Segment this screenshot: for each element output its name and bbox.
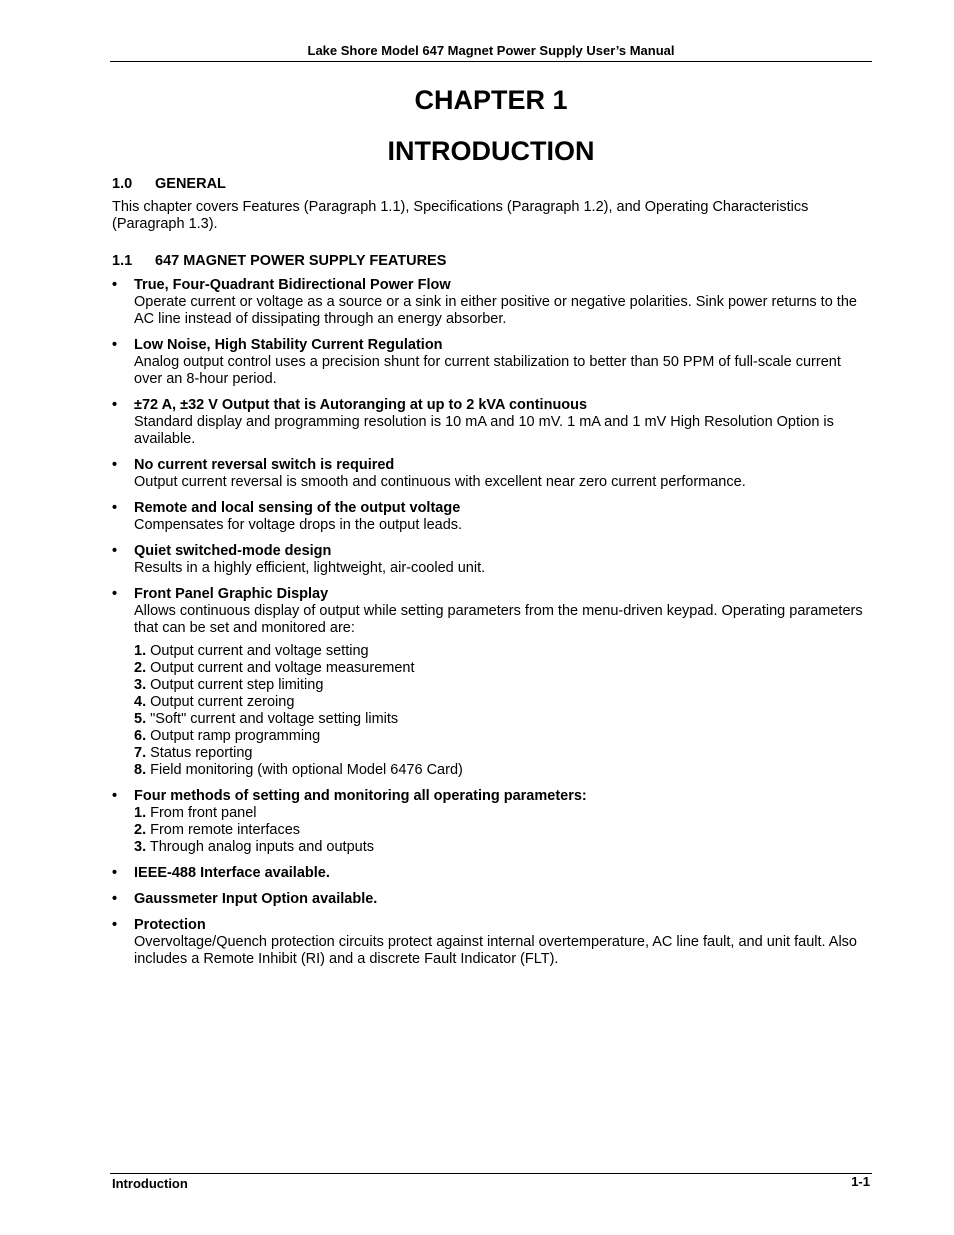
section-number: 1.0 [112, 176, 133, 192]
feature-description: Overvoltage/Quench protection circuits protect against internal overtemperature, AC line fault, and unit fault. Also includes a Remote Inhibit (RI) and a discrete Fault Indicator (FLT). [134, 934, 857, 967]
section-heading-general [112, 176, 872, 193]
list-number: 1. [134, 643, 147, 659]
bullet-icon: • [112, 277, 118, 293]
section-heading-features [112, 253, 872, 270]
section-title: 647 MAGNET POWER SUPPLY FEATURES [155, 253, 447, 269]
feature-description: Output current reversal is smooth and continuous with excellent near zero current performance. [134, 474, 746, 490]
list-text: "Soft" current and voltage setting limits [150, 711, 399, 727]
feature-item [112, 543, 872, 577]
feature-item [112, 457, 872, 491]
chapter-label: CHAPTER 1 [414, 85, 568, 115]
bullet-icon: • [112, 891, 118, 907]
feature-item [112, 586, 872, 779]
page-body [112, 176, 872, 977]
feature-item [112, 917, 872, 968]
section-title: GENERAL [155, 176, 226, 192]
feature-title: Low Noise, High Stability Current Regulation [134, 337, 443, 353]
list-number: 5. [134, 711, 147, 727]
list-number: 4. [134, 694, 147, 710]
list-text: Output current and voltage measurement [150, 660, 415, 676]
list-text: Output current step limiting [150, 677, 324, 693]
feature-item [112, 277, 872, 328]
numbered-list-item [134, 762, 872, 779]
bullet-icon: • [112, 397, 118, 413]
numbered-list-item [134, 805, 872, 822]
bullet-icon: • [112, 586, 118, 602]
feature-item [112, 337, 872, 388]
footer-section-name: Introduction [112, 1176, 188, 1191]
footer-divider [110, 1173, 872, 1174]
feature-item [112, 397, 872, 448]
feature-title: Four methods of setting and monitoring all operating parameters: [134, 788, 587, 804]
list-number: 8. [134, 762, 147, 778]
feature-item [112, 788, 872, 856]
list-text: From remote interfaces [150, 822, 301, 838]
feature-description: Results in a highly efficient, lightweight, air-cooled unit. [134, 560, 486, 576]
numbered-list-item [134, 839, 872, 856]
feature-item [112, 500, 872, 534]
bullet-icon: • [112, 865, 118, 881]
list-text: Field monitoring (with optional Model 6476 Card) [150, 762, 463, 778]
header-divider [110, 61, 872, 62]
numbered-list-item [134, 728, 872, 745]
list-text: Output current zeroing [150, 694, 295, 710]
list-text: Status reporting [150, 745, 253, 761]
list-text: Output current and voltage setting [150, 643, 369, 659]
feature-description: Standard display and programming resolution is 10 mA and 10 mV. 1 mA and 1 mV High Resolution Option is available. [134, 414, 834, 447]
list-text: From front panel [150, 805, 257, 821]
list-text: Output ramp programming [150, 728, 321, 744]
list-number: 6. [134, 728, 147, 744]
feature-title: Front Panel Graphic Display [134, 586, 329, 602]
feature-title: Remote and local sensing of the output voltage [134, 500, 461, 516]
bullet-icon: • [112, 788, 118, 804]
list-number: 2. [134, 660, 147, 676]
numbered-list [134, 805, 872, 856]
general-paragraph: This chapter covers Features (Paragraph 1.1), Specifications (Paragraph 1.2), and Operating Characteristics (Paragraph 1.3). [112, 199, 809, 232]
feature-title: Gaussmeter Input Option available. [134, 891, 378, 907]
section-number: 1.1 [112, 253, 133, 269]
list-number: 1. [134, 805, 147, 821]
numbered-list-item [134, 822, 872, 839]
feature-title: Protection [134, 917, 206, 933]
feature-item [112, 865, 872, 882]
feature-title: Quiet switched-mode design [134, 543, 332, 559]
chapter-title: INTRODUCTION [387, 136, 595, 166]
numbered-list-item [134, 745, 872, 762]
numbered-list [134, 643, 872, 779]
feature-title: True, Four-Quadrant Bidirectional Power Flow [134, 277, 451, 293]
feature-title: ±72 A, ±32 V Output that is Autoranging at up to 2 kVA continuous [134, 397, 588, 413]
bullet-icon: • [112, 337, 118, 353]
bullet-icon: • [112, 500, 118, 516]
feature-description: Allows continuous display of output while setting parameters from the menu-driven keypad. Operating parameters that can be set and monitored are: [134, 603, 863, 636]
bullet-icon: • [112, 457, 118, 473]
bullet-icon: • [112, 543, 118, 559]
numbered-list-item [134, 711, 872, 728]
list-number: 2. [134, 822, 147, 838]
feature-description: Analog output control uses a precision shunt for current stabilization to better than 50 PPM of full-scale current over an 8-hour period. [134, 354, 841, 387]
feature-item [112, 891, 872, 908]
numbered-list-item [134, 694, 872, 711]
page-number: 1-1 [851, 1174, 870, 1189]
feature-description: Compensates for voltage drops in the output leads. [134, 517, 463, 533]
numbered-list-item [134, 677, 872, 694]
list-text: Through analog inputs and outputs [149, 839, 374, 855]
bullet-icon: • [112, 917, 118, 933]
list-number: 7. [134, 745, 147, 761]
list-number: 3. [134, 677, 147, 693]
feature-title: IEEE-488 Interface available. [134, 865, 330, 881]
feature-description: Operate current or voltage as a source or a sink in either positive or negative polarities. Sink power returns to the AC line instead of dissipating through an energy absorber. [134, 294, 857, 327]
list-number: 3. [134, 839, 147, 855]
features-list [112, 277, 872, 968]
feature-title: No current reversal switch is required [134, 457, 395, 473]
numbered-list-item [134, 643, 872, 660]
numbered-list-item [134, 660, 872, 677]
running-header: Lake Shore Model 647 Magnet Power Supply User’s Manual [307, 43, 675, 58]
